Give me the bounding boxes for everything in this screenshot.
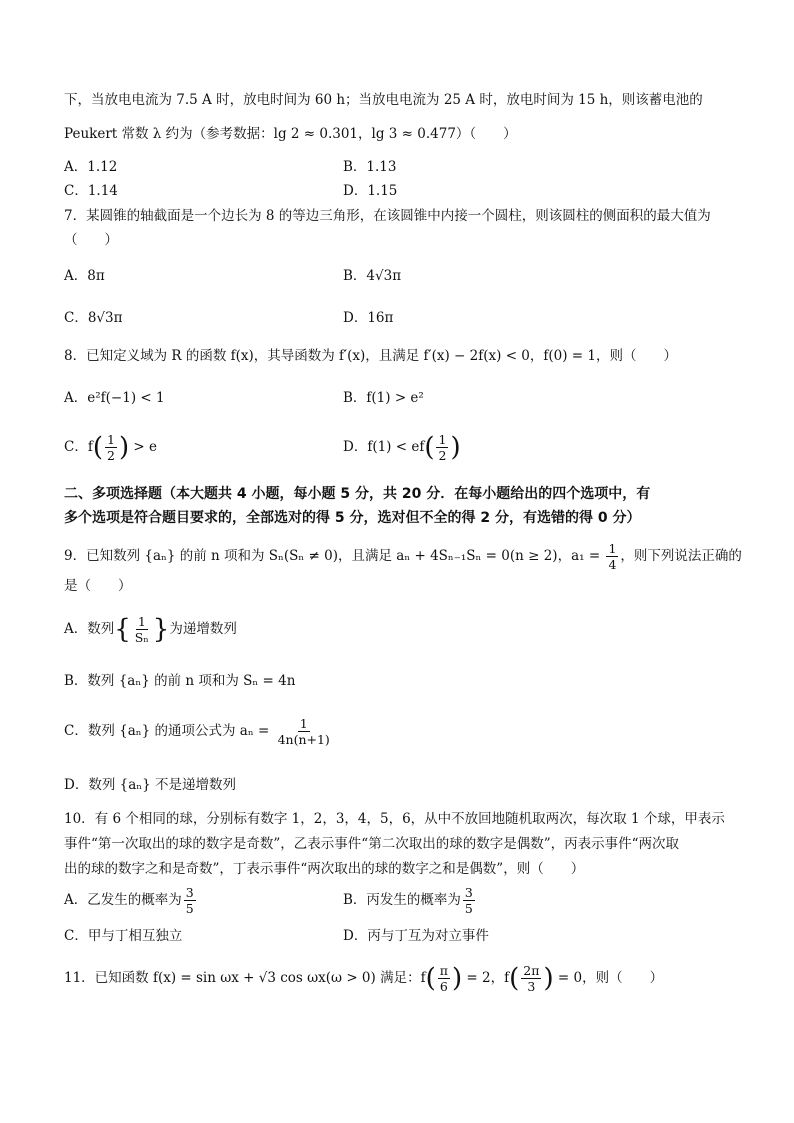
q10-a-frac-num: 3	[185, 885, 194, 900]
q9-c-fraction	[276, 716, 332, 747]
q8-c-frac-den: 2	[106, 448, 115, 463]
q7-option-c: C．8√3π	[64, 310, 123, 326]
q8-option-d: D．f(1) < ef( $\frac{1}{2}$ )	[343, 432, 461, 463]
q10-option-a-prefix: A．乙发生的概率为	[64, 892, 182, 908]
q11-stem-prefix: 11．已知函数 f(x) = sin ωx + √3 cos ωx(ω > 0) 满足：f	[64, 970, 426, 986]
q9-option-a: A．数列{ $\frac{1}{\text{Sₙ}}$ }为递增数列	[64, 614, 237, 645]
q9-a-fraction	[133, 614, 151, 645]
q9-stem-prefix: 9．已知数列 {aₙ} 的前 n 项和为 Sₙ(Sₙ ≠ 0)，且满足 aₙ + 4Sₙ₋₁Sₙ = 0(n ≥ 2)，a₁ =	[64, 548, 605, 564]
q6-stem-line1: 下，当放电电流为 7.5 A 时，放电时间为 60 h；当放电电流为 25 A 时，放电时间为 15 h，则该蓄电池的	[64, 92, 703, 108]
q9-option-b: B．数列 {aₙ} 的前 n 项和为 Sₙ = 4n	[64, 673, 296, 689]
q9-a1-num: 1	[608, 541, 617, 556]
q11-f1-den: 6	[439, 979, 448, 994]
q8-d-frac-num: 1	[438, 432, 447, 447]
q10-b-fraction	[463, 885, 475, 916]
q6-option-d: D．1.15	[343, 183, 398, 199]
q11-f1-num: π	[439, 963, 448, 978]
section2-heading-line2: 多个选项是符合题目要求的，全部选对的得 5 分，选对但不全的得 2 分，有选错的得 0 分）	[64, 510, 641, 526]
q7-option-d: D．16π	[343, 310, 394, 326]
q9-c-frac-den: 4n(n+1)	[277, 732, 330, 747]
q10-stem-line2: 事件“第一次取出的球的数字是奇数”，乙表示事件“第二次取出的球的数字是偶数”，丙表示事件“两次取	[64, 836, 680, 852]
q8-d-frac-den: 2	[438, 448, 447, 463]
q10-b-frac-num: 3	[464, 885, 473, 900]
q7-stem-line2: （ ）	[64, 232, 118, 248]
q11-f2-num: 2π	[523, 963, 540, 978]
q8-option-b: B．f(1) > e²	[343, 390, 424, 406]
q11-f2-value: = 0，则（ ）	[553, 970, 664, 986]
q9-a1-den: 4	[608, 557, 617, 572]
q9-a-frac-den: Sₙ	[134, 630, 149, 645]
q10-a-fraction	[184, 885, 196, 916]
q7-option-b: B．4√3π	[343, 268, 402, 284]
q11-f1-fraction	[438, 963, 450, 994]
q6-option-a: A．1.12	[64, 159, 118, 175]
q6-option-c: C．1.14	[64, 183, 118, 199]
q10-b-frac-den: 5	[464, 901, 473, 916]
q8-option-c-prefix: C．f	[64, 439, 93, 455]
q10-option-b	[343, 884, 477, 916]
q11-f1-value: = 2，f	[462, 970, 510, 986]
q10-option-c: C．甲与丁相互独立	[64, 928, 183, 944]
q8-option-c: C．f( $\frac{1}{2}$ ) > e	[64, 432, 157, 463]
q9-option-c	[64, 713, 334, 749]
q11-f2-den: 3	[527, 979, 536, 994]
q9-option-a-prefix: A．数列	[64, 621, 115, 637]
q10-option-a	[64, 884, 198, 916]
q9-a-frac-num: 1	[137, 614, 146, 629]
q9-option-d: D．数列 {aₙ} 不是递增数列	[64, 777, 236, 793]
q10-stem-line3: 出的球的数字之和是奇数”，丁表示事件“两次取出的球的数字之和是偶数”，则（ ）	[64, 861, 585, 877]
section2-heading-line1: 二、多项选择题（本大题共 4 小题，每小题 5 分，共 20 分．在每小题给出的四个选项中，有	[64, 486, 651, 502]
q10-option-b-prefix: B．丙发生的概率为	[343, 892, 461, 908]
q9-stem-line2: 是（ ）	[64, 578, 132, 594]
q10-a-frac-den: 5	[185, 901, 194, 916]
q10-option-d: D．丙与丁互为对立事件	[343, 928, 489, 944]
q8-stem: 8．已知定义域为 R 的函数 f(x)，其导函数为 f′(x)，且满足 f′(x) − 2f(x) < 0，f(0) = 1，则（ ）	[64, 348, 677, 364]
q7-stem-line1: 7．某圆锥的轴截面是一个边长为 8 的等边三角形，在该圆锥中内接一个圆柱，则该圆柱的侧面积的最大值为	[64, 208, 711, 224]
q9-option-a-suffix: 为递增数列	[169, 621, 237, 637]
q8-c-fraction	[105, 432, 117, 463]
q10-stem-line1: 10．有 6 个相同的球，分别标有数字 1，2，3，4，5，6，从中不放回地随机取两次，每次取 1 个球，甲表示	[64, 811, 725, 827]
q6-option-b: B．1.13	[343, 159, 397, 175]
q9-c-frac-num: 1	[299, 716, 308, 731]
q9-stem-suffix: ，则下列说法正确的	[620, 548, 742, 564]
q9-option-c-prefix: C．数列 {aₙ} 的通项公式为 aₙ =	[64, 723, 274, 739]
q6-stem-line2: Peukert 常数 λ 约为（参考数据：lg 2 ≈ 0.301，lg 3 ≈ 0.477）（ ）	[64, 126, 517, 142]
q9-a1-fraction	[606, 541, 618, 572]
q11-f2-fraction	[521, 963, 541, 994]
q8-d-fraction	[436, 432, 448, 463]
q8-option-d-prefix: D．f(1) < ef	[343, 439, 425, 455]
q8-option-c-suffix: > e	[129, 439, 157, 455]
q9-stem-line1	[64, 540, 742, 572]
q8-c-frac-num: 1	[106, 432, 115, 447]
q11-stem: 11．已知函数 f(x) = sin ωx + √3 cos ωx(ω > 0) 满足：f( $\frac{\pi}{6}$ ) = 2，f( $\frac{2\pi}{3}$ ) = 0，则（ ）	[64, 963, 664, 994]
q7-option-a: A．8π	[64, 268, 105, 284]
q8-option-a: A．e²f(−1) < 1	[64, 390, 165, 406]
